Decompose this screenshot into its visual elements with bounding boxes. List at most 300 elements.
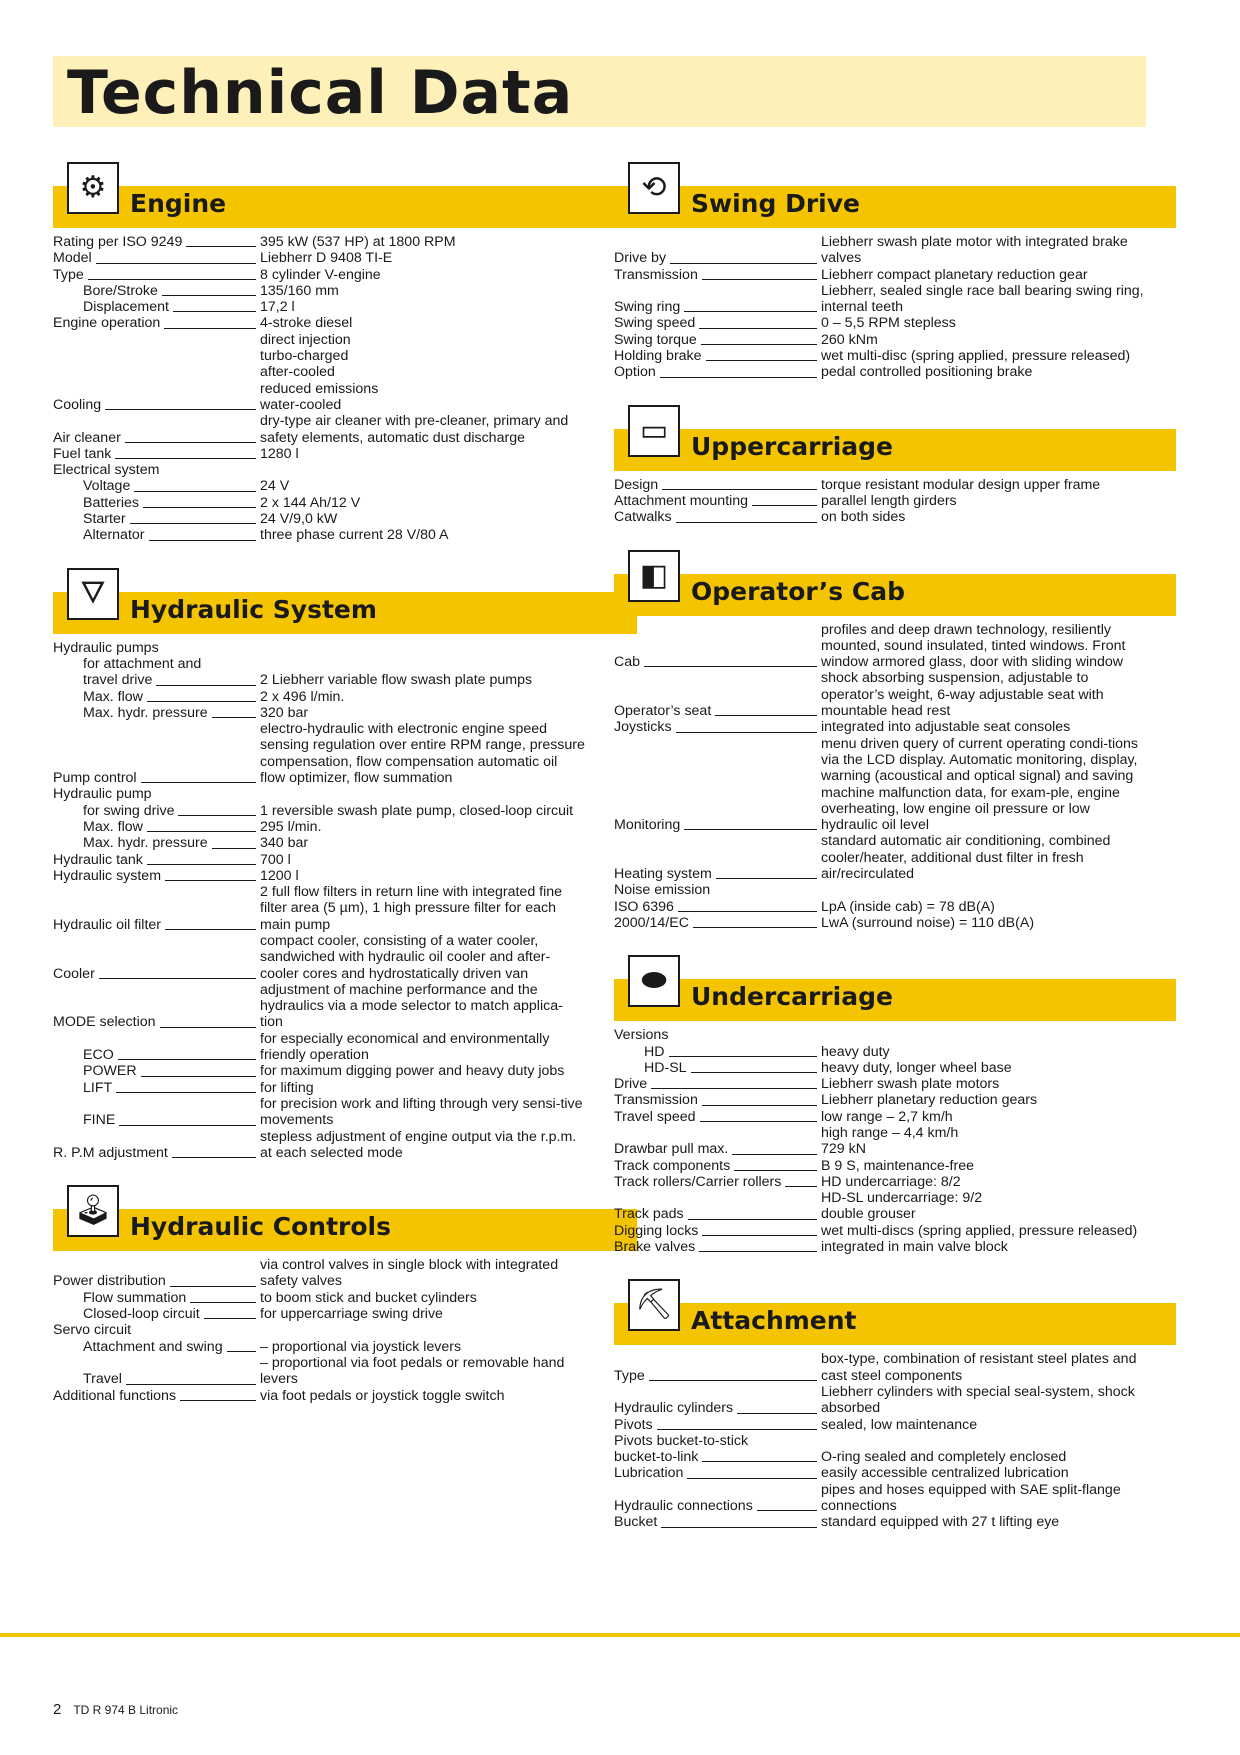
spec-value: reduced emissions (260, 380, 379, 397)
spec-label-cell (614, 1125, 820, 1141)
spec-value: Liebherr compact planetary reduction gear (821, 266, 1088, 283)
spec-value: high range – 4,4 km/h (821, 1124, 959, 1141)
spec-label-cell (53, 1339, 259, 1355)
uppercarriage-icon: ▭ (628, 405, 680, 457)
leader-line (212, 717, 256, 718)
spec-value: 1200 l (260, 867, 299, 884)
spec-row (614, 899, 1146, 915)
spec-row (53, 1388, 585, 1404)
leader-line (702, 1235, 817, 1236)
spec-label-cell (53, 446, 259, 462)
spec-label: Max. hydr. pressure (83, 704, 208, 721)
leader-line (757, 1510, 817, 1511)
spec-label: Transmission (614, 1092, 698, 1109)
spec-label: Drive by (614, 250, 667, 267)
section-hydraulic-system (53, 568, 585, 1162)
page-footer (53, 1701, 178, 1718)
spec-value: double grouser (821, 1206, 916, 1223)
spec-label: Cooling (53, 396, 102, 413)
leader-line (186, 246, 256, 247)
spec-label-cell (614, 1206, 820, 1222)
spec-row (614, 670, 1146, 719)
leader-line (170, 1286, 256, 1287)
spec-label: ECO (83, 1047, 114, 1064)
engine-icon: ⚙ (67, 162, 119, 214)
leader-line (651, 1088, 817, 1089)
spec-value: 1 reversible swash plate pump, closed-loop circuit (260, 802, 574, 819)
spec-value: for especially economical and environmentally friendly operation (260, 1030, 550, 1064)
spec-value: Liebherr, sealed single race ball bearing swing ring, internal teeth (821, 282, 1144, 316)
spec-label: Hydraulic connections (614, 1498, 753, 1515)
leader-line (693, 927, 817, 928)
leader-line (702, 1105, 817, 1106)
spec-value: standard equipped with 27 t lifting eye (821, 1514, 1060, 1531)
spec-label-cell (53, 364, 259, 380)
spec-label-cell (53, 332, 259, 348)
spec-label-cell (53, 299, 259, 315)
leader-line (115, 458, 256, 459)
leader-line (734, 1170, 817, 1171)
document-id: TD R 974 B Litronic (73, 1703, 179, 1717)
spec-row (53, 364, 585, 380)
spec-value: via control valves in single block with integrated safety valves (260, 1257, 559, 1290)
spec-label-cell (614, 332, 820, 348)
leader-line (227, 1351, 256, 1352)
spec-value: low range – 2,7 km/h (821, 1108, 953, 1125)
spec-label: Bore/Stroke (83, 282, 158, 299)
spec-row (53, 852, 585, 868)
spec-row (53, 413, 585, 446)
spec-label-cell (614, 1449, 820, 1465)
spec-row (53, 495, 585, 511)
spec-label: R. P.M adjustment (53, 1144, 168, 1161)
spec-value: adjustment of machine performance and the hydraulics via a mode selector to match applica-tion (260, 981, 563, 1031)
leader-line (118, 1059, 256, 1060)
spec-row (53, 1322, 585, 1338)
left-column (53, 162, 585, 1428)
spec-label-cell (53, 1257, 259, 1290)
spec-label-cell (53, 786, 259, 802)
spec-value: 340 bar (260, 835, 309, 852)
spec-row (614, 1158, 1146, 1174)
spec-label-cell (614, 1465, 820, 1481)
spec-label: Type (53, 266, 84, 283)
leader-line (669, 1056, 818, 1057)
spec-value: on both sides (821, 509, 906, 526)
spec-value (259, 640, 585, 656)
spec-label-cell (614, 1351, 820, 1384)
spec-label: Lubrication (614, 1465, 684, 1482)
joystick-icon: 🕹 (67, 1185, 119, 1237)
spec-label-cell (614, 234, 820, 267)
leader-line (105, 409, 256, 410)
spec-label: for attachment and (83, 655, 202, 672)
spec-row (53, 1031, 585, 1064)
spec-value: compact cooler, consisting of a water cooler, sandwiched with hydraulic oil cooler and after-cooler cores and hydrostatically driven van (260, 932, 551, 982)
leader-line (706, 360, 817, 361)
leader-line (204, 1318, 256, 1319)
spec-value: turbo-charged (260, 348, 349, 365)
bucket-arm-icon: ⛏ (628, 1279, 680, 1331)
section-title: Engine (130, 189, 227, 218)
section-header (614, 1279, 1146, 1345)
section-header (614, 162, 1146, 228)
spec-label-cell (53, 511, 259, 527)
spec-row (614, 1027, 1146, 1043)
spec-label: Hydraulic pumps (53, 639, 159, 656)
section-engine (53, 162, 585, 544)
spec-label: ISO 6396 (614, 898, 674, 915)
spec-label: Rating per ISO 9249 (53, 234, 183, 250)
spec-label-cell (614, 267, 820, 283)
leader-line (678, 911, 817, 912)
spec-value: O-ring sealed and completely enclosed (821, 1449, 1067, 1466)
section-swing-drive (614, 162, 1146, 381)
spec-row (614, 1109, 1146, 1125)
spec-label-cell (53, 852, 259, 868)
spec-value: heavy duty, longer wheel base (821, 1059, 1012, 1076)
spec-value: HD undercarriage: 8/2 (821, 1173, 961, 1190)
section-title: Uppercarriage (691, 431, 894, 461)
leader-line (701, 344, 817, 345)
spec-row (53, 884, 585, 933)
spec-label: Track pads (614, 1206, 684, 1223)
spec-label: Air cleaner (53, 429, 121, 446)
spec-label: FINE (83, 1112, 116, 1129)
spec-label: Additional functions (53, 1387, 177, 1404)
spec-row (53, 511, 585, 527)
spec-value: 295 l/min. (260, 818, 322, 835)
spec-label: Travel speed (614, 1108, 696, 1125)
spec-value: 729 kN (821, 1141, 866, 1158)
leader-line (702, 1461, 817, 1462)
spec-row (614, 736, 1146, 834)
spec-value: direct injection (260, 331, 351, 348)
leader-line (657, 1429, 817, 1430)
spec-row (53, 1355, 585, 1388)
spec-label-cell (53, 721, 259, 786)
spec-row (53, 656, 585, 672)
spec-value: – proportional via foot pedals or removable hand levers (260, 1354, 565, 1388)
spec-row (614, 364, 1146, 380)
spec-label-cell (53, 495, 259, 511)
spec-value: integrated into adjustable seat consoles (821, 719, 1071, 736)
spec-label-cell (614, 1076, 820, 1092)
leader-line (119, 1125, 256, 1126)
leader-line (126, 1384, 256, 1385)
spec-label: Transmission (614, 266, 698, 283)
spec-label: Hydraulic tank (53, 851, 143, 868)
spec-row (614, 1141, 1146, 1157)
spec-label: Starter (83, 511, 126, 528)
spec-label-cell (53, 803, 259, 819)
title-banner (53, 56, 1146, 127)
spec-value: 2 x 144 Ah/12 V (260, 494, 361, 511)
leader-line (644, 666, 817, 667)
spec-row (614, 283, 1146, 316)
spec-row (53, 397, 585, 413)
leader-line (737, 1413, 817, 1414)
spec-value: 0 – 5,5 RPM stepless (821, 315, 956, 332)
spec-label: Max. hydr. pressure (83, 835, 208, 852)
spec-label-cell (53, 1063, 259, 1079)
leader-line (180, 1400, 256, 1401)
spec-value: for uppercarriage swing drive (260, 1306, 443, 1323)
leader-line (676, 732, 817, 733)
spec-label: HD-SL (644, 1059, 687, 1076)
spec-label: Attachment mounting (614, 492, 749, 509)
spec-label: Holding brake (614, 348, 702, 365)
spec-label-cell (53, 1031, 259, 1064)
spec-row (53, 1339, 585, 1355)
section-header (614, 550, 1146, 616)
footer-rule (0, 1633, 1240, 1637)
spec-row (614, 1433, 1146, 1449)
spec-label-cell (614, 509, 820, 525)
spec-value (259, 786, 585, 802)
spec-row (614, 234, 1146, 267)
spec-row (614, 1044, 1146, 1060)
spec-label: Joysticks (614, 719, 672, 736)
leader-line (125, 442, 256, 443)
section-title: Operator’s Cab (691, 576, 906, 606)
spec-label: Bucket (614, 1514, 658, 1531)
spec-label: Alternator (83, 527, 145, 544)
spec-row (53, 721, 585, 786)
spec-value (259, 462, 585, 478)
section-header (614, 955, 1146, 1021)
spec-row (53, 1306, 585, 1322)
hydraulic-tank-icon: 🜄 (67, 568, 119, 620)
leader-line (660, 377, 817, 378)
spec-label-cell (614, 283, 820, 316)
spec-label-cell (614, 833, 820, 882)
spec-row (614, 332, 1146, 348)
section-operators-cab (614, 550, 1146, 932)
spec-label-cell (53, 250, 259, 266)
spec-value: wet multi-disc (spring applied, pressure released) (821, 348, 1131, 365)
spec-label-cell (614, 1092, 820, 1108)
spec-label: Swing speed (614, 315, 696, 332)
spec-label-cell (53, 267, 259, 283)
spec-row (614, 1417, 1146, 1433)
section-header (614, 405, 1146, 471)
spec-label: Swing torque (614, 331, 697, 348)
spec-row (53, 267, 585, 283)
spec-row (53, 689, 585, 705)
spec-value: profiles and deep drawn technology, resiliently mounted, sound insulated, tinted windows. Front window armored glass, door with sliding window (821, 621, 1126, 671)
spec-label-cell (614, 1514, 820, 1530)
leader-line (165, 880, 256, 881)
spec-label: HD (644, 1043, 665, 1060)
spec-label: Model (53, 250, 92, 267)
spec-row (53, 640, 585, 656)
leader-line (702, 279, 817, 280)
spec-label-cell (614, 899, 820, 915)
spec-row (53, 462, 585, 478)
spec-label-cell (53, 462, 259, 478)
spec-row (614, 1351, 1146, 1384)
spec-label-cell (614, 493, 820, 509)
spec-row (53, 982, 585, 1031)
spec-label: Engine operation (53, 315, 161, 332)
spec-row (53, 803, 585, 819)
spec-value (259, 1322, 585, 1338)
spec-value: electro-hydraulic with electronic engine speed sensing regulation over entire RPM range, pressure compensation, flow compensation automatic oil flow optimizer, flow summation (260, 721, 585, 787)
spec-label-cell (614, 1384, 820, 1417)
leader-line (116, 1092, 256, 1093)
spec-row (614, 1076, 1146, 1092)
spec-label: Drawbar pull max. (614, 1141, 729, 1158)
leader-line (147, 864, 256, 865)
leader-line (670, 263, 817, 264)
spec-label-cell (53, 1129, 259, 1162)
spec-row (614, 1125, 1146, 1141)
spec-value (259, 656, 585, 672)
leader-line (649, 1380, 817, 1381)
spec-label: 2000/14/EC (614, 914, 689, 931)
spec-label: Operator’s seat (614, 703, 712, 720)
spec-row (614, 1206, 1146, 1222)
page-number: 2 (53, 1701, 62, 1718)
spec-label: Cab (614, 654, 641, 671)
spec-label: bucket-to-link (614, 1449, 699, 1466)
spec-value: sealed, low maintenance (821, 1416, 978, 1433)
section-title: Hydraulic System (130, 594, 377, 624)
spec-label: Hydraulic oil filter (53, 916, 162, 933)
spec-value: B 9 S, maintenance-free (821, 1157, 974, 1174)
spec-row (614, 1060, 1146, 1076)
section-title: Hydraulic Controls (130, 1212, 391, 1242)
spec-label: Design (614, 476, 659, 493)
spec-row (614, 1384, 1146, 1417)
spec-label-cell (614, 882, 820, 898)
spec-value: 2 full flow filters in return line with integrated fine filter area (5 µm), 1 high pressure filter for each main pump (260, 884, 563, 933)
spec-label-cell (614, 477, 820, 493)
spec-row (53, 868, 585, 884)
spec-label-cell (614, 1223, 820, 1239)
spec-value: 17,2 l (260, 299, 295, 316)
spec-label: Flow summation (83, 1289, 187, 1306)
spec-label-cell (53, 672, 259, 688)
spec-label-cell (53, 315, 259, 331)
spec-row (614, 1190, 1146, 1206)
section-hydraulic-controls (53, 1185, 585, 1404)
spec-label-cell (53, 884, 259, 933)
leader-line (160, 1027, 257, 1028)
spec-row (614, 315, 1146, 331)
spec-value: integrated in main valve block (821, 1239, 1008, 1256)
spec-label: Max. flow (83, 688, 143, 705)
spec-row (53, 348, 585, 364)
leader-line (162, 295, 256, 296)
spec-label: Hydraulic system (53, 867, 162, 884)
spec-label-cell (53, 234, 259, 250)
spec-value: dry-type air cleaner with pre-cleaner, primary and safety elements, automatic dust discharge (260, 413, 569, 446)
spec-label-cell (614, 1141, 820, 1157)
leader-line (172, 1157, 256, 1158)
spec-value: for precision work and lifting through very sensi-tive movements (260, 1095, 583, 1129)
leader-line (688, 1219, 817, 1220)
spec-label: Catwalks (614, 509, 672, 526)
spec-value: Liebherr planetary reduction gears (821, 1092, 1038, 1109)
spec-value (820, 882, 1146, 898)
spec-value: heavy duty (821, 1043, 890, 1060)
spec-row (614, 1239, 1146, 1255)
spec-row (614, 882, 1146, 898)
spec-value: Liebherr D 9408 TI-E (260, 250, 393, 267)
spec-row (614, 1514, 1146, 1530)
spec-label: Track rollers/Carrier rollers (614, 1173, 782, 1190)
spec-value: shock absorbing suspension, adjustable to operator’s weight, 6-way adjustable seat with mountable head rest (821, 670, 1104, 720)
spec-value: parallel length girders (821, 492, 957, 509)
spec-label-cell (614, 1417, 820, 1433)
spec-value: 4-stroke diesel (260, 315, 353, 332)
spec-label-cell (614, 622, 820, 671)
spec-row (53, 1096, 585, 1129)
spec-label: Travel (83, 1371, 122, 1388)
section-title: Attachment (691, 1306, 857, 1336)
leader-line (156, 685, 256, 686)
spec-row (53, 1129, 585, 1162)
spec-label: Track components (614, 1157, 731, 1174)
spec-value: 700 l (260, 851, 291, 868)
leader-line (662, 489, 817, 490)
leader-line (130, 523, 256, 524)
spec-label-cell (53, 478, 259, 494)
section-attachment (614, 1279, 1146, 1530)
spec-label-cell (53, 640, 259, 656)
spec-label: Monitoring (614, 817, 681, 834)
leader-line (699, 1251, 817, 1252)
spec-value: standard automatic air conditioning, combined cooler/heater, additional dust filter in fresh air/recirculated (821, 833, 1111, 883)
leader-line (752, 505, 817, 506)
spec-row (614, 622, 1146, 671)
leader-line (190, 1302, 256, 1303)
spec-row (614, 915, 1146, 931)
spec-label-cell (53, 527, 259, 543)
leader-line (143, 507, 256, 508)
spec-value: 24 V (260, 478, 290, 495)
spec-label: Displacement (83, 299, 169, 316)
leader-line (212, 848, 256, 849)
leader-line (687, 1478, 817, 1479)
spec-row (614, 1465, 1146, 1481)
spec-label-cell (53, 1388, 259, 1404)
spec-label: Power distribution (53, 1273, 166, 1290)
spec-row (614, 477, 1146, 493)
section-header (53, 162, 585, 228)
spec-value: Liebherr swash plate motors (821, 1076, 1000, 1093)
spec-label-cell (53, 868, 259, 884)
spec-row (614, 719, 1146, 735)
spec-row (614, 267, 1146, 283)
spec-row (614, 493, 1146, 509)
spec-label-cell (614, 364, 820, 380)
spec-row (614, 348, 1146, 364)
spec-label-cell (53, 689, 259, 705)
spec-label-cell (53, 835, 259, 851)
spec-label: Electrical system (53, 462, 160, 479)
spec-value: 24 V/9,0 kW (260, 511, 338, 528)
leader-line (134, 491, 256, 492)
spec-row (614, 1092, 1146, 1108)
spec-row (614, 1449, 1146, 1465)
spec-row (53, 250, 585, 266)
spec-value: wet multi-discs (spring applied, pressure released) (821, 1222, 1138, 1239)
spec-value: menu driven query of current operating condi-tions via the LCD display. Automatic monitoring, display, warning (acoustical and optical signal) and saving machine malfunction data, for exam-ple, engine overheating, low engine oil pressure or low hydraulic oil level (821, 735, 1139, 834)
leader-line (178, 815, 256, 816)
